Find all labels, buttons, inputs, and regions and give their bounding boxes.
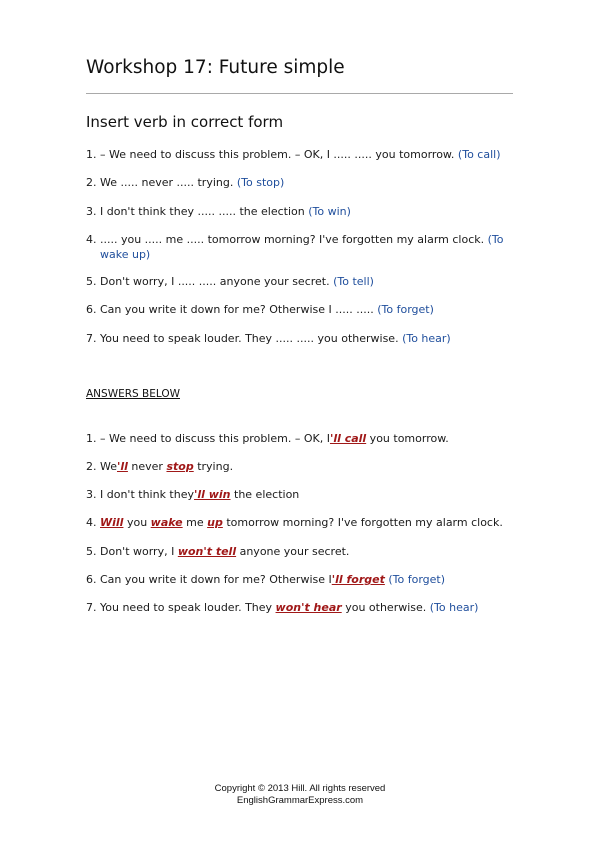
verb-hint: (To call) (457, 148, 501, 161)
answer-5 (86, 544, 516, 559)
answer-text: anyone your secret. (236, 545, 350, 558)
answer-verb: up (207, 516, 223, 529)
verb-hint: (To win) (308, 205, 351, 218)
answer-verb: won't tell (177, 545, 237, 558)
question-text: 1. – We need to discuss this problem. – OK, I ..... ..... you tomorrow. (86, 148, 455, 161)
footer-site: EnglishGrammarExpress.com (236, 795, 364, 806)
verb-hint: (To forget) (377, 303, 434, 316)
answer-4 (86, 515, 516, 530)
answer-text: 3. I don't think they (86, 488, 194, 501)
question-5 (86, 274, 516, 289)
page-title: Workshop 17: Future simple (86, 57, 345, 78)
question-4 (86, 232, 514, 262)
answer-verb: 'll (117, 460, 128, 473)
answer-text: never (127, 460, 167, 473)
answer-text: 1. – We need to discuss this problem. – OK, I (86, 432, 330, 445)
answer-text: me (182, 516, 208, 529)
answer-verb: 'll forget (331, 573, 385, 586)
answer-7 (86, 600, 516, 615)
answer-text: the election (230, 488, 300, 501)
instruction-heading: Insert verb in correct form (86, 113, 284, 131)
answer-text: 2. We (86, 460, 117, 473)
answer-verb: stop (166, 460, 194, 473)
answer-text: you otherwise. (341, 601, 427, 614)
question-text: 6. Can you write it down for me? Otherwise I ..... ..... (86, 303, 374, 316)
answer-verb: Will (100, 516, 124, 529)
answer-3 (86, 487, 516, 502)
answer-verb: 'll call (329, 432, 367, 445)
answer-text: 5. Don't worry, I (86, 545, 178, 558)
question-7 (86, 331, 516, 346)
question-text: 7. You need to speak louder. They ..... ..... you otherwise. (86, 332, 399, 345)
answer-text: you tomorrow. (366, 432, 449, 445)
verb-hint: (To hear) (402, 332, 451, 345)
verb-hint: (To hear) (429, 601, 479, 614)
question-text: 5. Don't worry, I ..... ..... anyone your secret. (86, 275, 330, 288)
question-text: 3. I don't think they ..... ..... the election (86, 205, 305, 218)
answer-text: 7. You need to speak louder. They (86, 601, 276, 614)
verb-hint: (To forget) (388, 573, 446, 586)
question-text: 4. ..... you ..... me ..... tomorrow morning? I've forgotten my alarm clock. (86, 233, 485, 246)
answer-text: you (123, 516, 151, 529)
answer-1 (86, 431, 516, 446)
verb-hint: (To tell) (333, 275, 374, 288)
answer-verb: won't hear (275, 601, 342, 614)
question-2 (86, 175, 516, 190)
question-3 (86, 204, 516, 219)
answer-verb: 'll win (194, 488, 231, 501)
answer-2 (86, 459, 516, 474)
answer-text: tomorrow morning? I've forgotten my alarm clock. (222, 516, 503, 529)
verb-hint: (To stop) (236, 176, 285, 189)
answer-text: trying. (193, 460, 234, 473)
question-text: 2. We ..... never ..... trying. (86, 176, 234, 189)
answer-verb: wake (150, 516, 183, 529)
answers-label: ANSWERS BELOW (86, 388, 180, 400)
verb-hint: (To wake up) (100, 233, 504, 261)
title-divider (86, 93, 513, 94)
answer-text: 4. (86, 516, 100, 529)
answer-text: 6. Can you write it down for me? Otherwise I (86, 573, 332, 586)
question-1 (86, 147, 516, 162)
question-6 (86, 302, 516, 317)
footer-copyright: Copyright © 2013 Hill. All rights reserved (214, 783, 386, 794)
answer-6 (86, 572, 516, 587)
